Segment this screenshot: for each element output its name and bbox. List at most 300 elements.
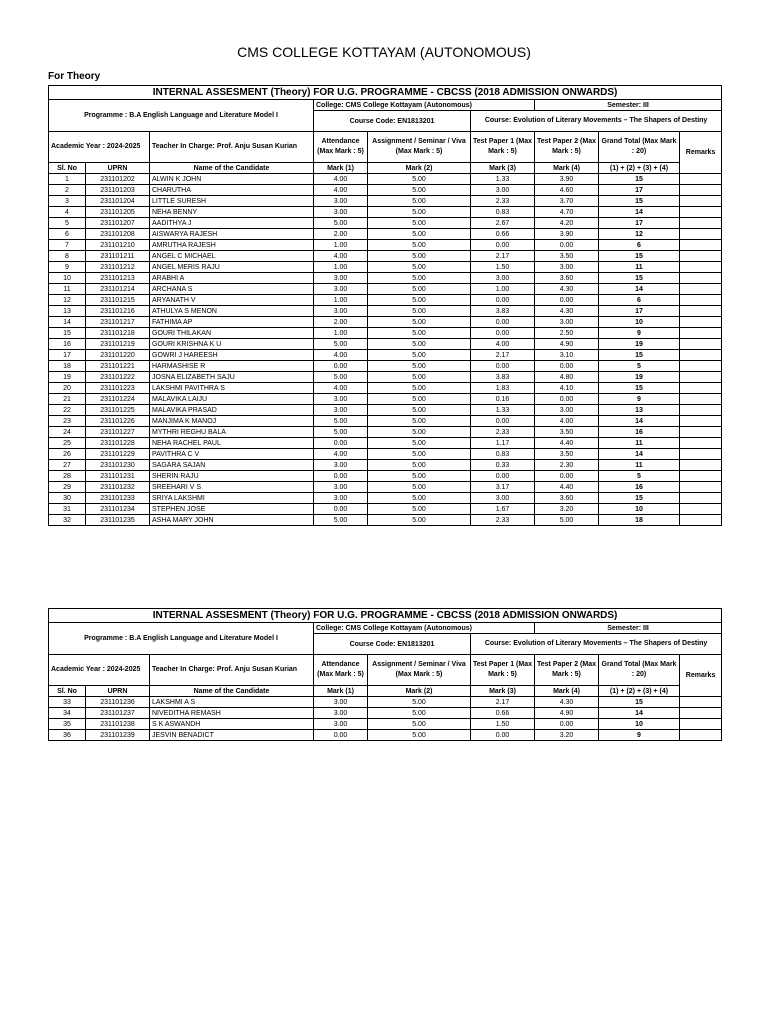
sl-no-cell: 34 — [49, 708, 86, 719]
attendance-mark-cell: 5.00 — [314, 218, 368, 229]
sl-no-cell: 18 — [49, 361, 86, 372]
uprn-cell: 231101236 — [86, 697, 150, 708]
test-paper-2-cell: 3.00 — [535, 317, 599, 328]
uprn-cell: 231101215 — [86, 295, 150, 306]
col-total-formula: (1) + (2) + (3) + (4) — [599, 163, 680, 174]
remarks-cell — [680, 350, 722, 361]
programme-label: Programme : B.A English Language and Literature Model I — [49, 623, 314, 655]
test-paper-2-header: Test Paper 2 (Max Mark : 5) — [535, 132, 599, 163]
table-row — [49, 515, 722, 526]
grand-total-cell: 18 — [599, 515, 680, 526]
remarks-cell — [680, 427, 722, 438]
grand-total-cell: 10 — [599, 317, 680, 328]
candidate-name-cell: NEHA RACHEL PAUL — [150, 438, 314, 449]
uprn-cell: 231101202 — [86, 174, 150, 185]
test-paper-2-cell: 0.00 — [535, 240, 599, 251]
candidate-name-cell: ARCHANA S — [150, 284, 314, 295]
table-row — [49, 339, 722, 350]
attendance-mark-cell: 5.00 — [314, 515, 368, 526]
test-paper-2-cell: 3.90 — [535, 229, 599, 240]
grand-total-cell: 14 — [599, 416, 680, 427]
sl-no-cell: 17 — [49, 350, 86, 361]
course-code-label: Course Code: EN1813201 — [314, 634, 471, 655]
grand-total-cell: 15 — [599, 697, 680, 708]
remarks-cell — [680, 306, 722, 317]
test-paper-1-cell: 0.00 — [471, 317, 535, 328]
sl-no-cell: 11 — [49, 284, 86, 295]
attendance-mark-cell: 0.00 — [314, 504, 368, 515]
table-row — [49, 730, 722, 741]
table-row — [49, 383, 722, 394]
uprn-cell: 231101204 — [86, 196, 150, 207]
table-row — [49, 504, 722, 515]
attendance-mark-cell: 0.00 — [314, 471, 368, 482]
attendance-mark-cell: 3.00 — [314, 460, 368, 471]
grand-total-cell: 10 — [599, 719, 680, 730]
assignment-mark-cell: 5.00 — [368, 317, 471, 328]
college-label: College: CMS College Kottayam (Autonomous) — [314, 100, 535, 111]
candidate-name-cell: ANGEL MERIS RAJU — [150, 262, 314, 273]
uprn-cell: 231101210 — [86, 240, 150, 251]
assignment-mark-cell: 5.00 — [368, 504, 471, 515]
assignment-mark-cell: 5.00 — [368, 730, 471, 741]
test-paper-1-cell: 3.00 — [471, 273, 535, 284]
col-mark-4: Mark (4) — [535, 163, 599, 174]
uprn-cell: 231101224 — [86, 394, 150, 405]
candidate-name-cell: ALWIN K JOHN — [150, 174, 314, 185]
attendance-mark-cell: 3.00 — [314, 697, 368, 708]
candidate-name-cell: SRIYA LAKSHMI — [150, 493, 314, 504]
attendance-mark-cell: 4.00 — [314, 350, 368, 361]
attendance-mark-cell: 1.00 — [314, 295, 368, 306]
test-paper-1-cell: 0.83 — [471, 207, 535, 218]
sl-no-cell: 23 — [49, 416, 86, 427]
test-paper-2-cell: 2.50 — [535, 328, 599, 339]
test-paper-2-cell: 4.90 — [535, 708, 599, 719]
table-row — [49, 719, 722, 730]
test-paper-1-cell: 3.17 — [471, 482, 535, 493]
grand-total-header: Grand Total (Max Mark : 20) — [599, 655, 680, 686]
test-paper-2-cell: 3.60 — [535, 273, 599, 284]
semester-label: Semester: III — [535, 100, 722, 111]
grand-total-header: Grand Total (Max Mark : 20) — [599, 132, 680, 163]
uprn-cell: 231101227 — [86, 427, 150, 438]
table-row — [49, 262, 722, 273]
candidate-name-cell: LAKSHMI A S — [150, 697, 314, 708]
test-paper-2-cell: 4.90 — [535, 339, 599, 350]
grand-total-cell: 6 — [599, 295, 680, 306]
assignment-mark-cell: 5.00 — [368, 196, 471, 207]
sl-no-cell: 28 — [49, 471, 86, 482]
remarks-cell — [680, 394, 722, 405]
remarks-cell — [680, 697, 722, 708]
test-paper-2-cell: 4.40 — [535, 482, 599, 493]
uprn-cell: 231101234 — [86, 504, 150, 515]
remarks-cell — [680, 240, 722, 251]
grand-total-cell: 11 — [599, 438, 680, 449]
test-paper-2-header: Test Paper 2 (Max Mark : 5) — [535, 655, 599, 686]
test-paper-2-cell: 3.50 — [535, 427, 599, 438]
uprn-cell: 231101237 — [86, 708, 150, 719]
programme-label: Programme : B.A English Language and Literature Model I — [49, 100, 314, 132]
sl-no-cell: 25 — [49, 438, 86, 449]
assignment-mark-cell: 5.00 — [368, 460, 471, 471]
candidate-name-cell: MANJIMA K MANOJ — [150, 416, 314, 427]
sl-no-cell: 33 — [49, 697, 86, 708]
course-code-label: Course Code: EN1813201 — [314, 111, 471, 132]
test-paper-2-cell: 3.20 — [535, 730, 599, 741]
test-paper-1-cell: 0.00 — [471, 416, 535, 427]
table-row — [49, 493, 722, 504]
uprn-cell: 231101221 — [86, 361, 150, 372]
assignment-mark-cell: 5.00 — [368, 449, 471, 460]
attendance-mark-cell: 2.00 — [314, 229, 368, 240]
candidate-name-cell: AADITHYA J — [150, 218, 314, 229]
attendance-mark-cell: 3.00 — [314, 273, 368, 284]
uprn-cell: 231101216 — [86, 306, 150, 317]
col-mark-4: Mark (4) — [535, 686, 599, 697]
test-paper-1-cell: 0.33 — [471, 460, 535, 471]
uprn-cell: 231101235 — [86, 515, 150, 526]
candidate-name-cell: MALAVIKA PRASAD — [150, 405, 314, 416]
table-row — [49, 372, 722, 383]
uprn-cell: 231101233 — [86, 493, 150, 504]
attendance-mark-cell: 3.00 — [314, 708, 368, 719]
assignment-mark-cell: 5.00 — [368, 394, 471, 405]
test-paper-2-cell: 4.80 — [535, 372, 599, 383]
attendance-mark-cell: 4.00 — [314, 185, 368, 196]
grand-total-cell: 5 — [599, 361, 680, 372]
attendance-mark-cell: 0.00 — [314, 730, 368, 741]
remarks-cell — [680, 708, 722, 719]
sl-no-cell: 30 — [49, 493, 86, 504]
remarks-cell — [680, 361, 722, 372]
test-paper-2-cell: 3.50 — [535, 449, 599, 460]
sl-no-cell: 13 — [49, 306, 86, 317]
sl-no-cell: 7 — [49, 240, 86, 251]
table-row — [49, 449, 722, 460]
test-paper-1-cell: 0.83 — [471, 449, 535, 460]
table-row — [49, 284, 722, 295]
uprn-cell: 231101208 — [86, 229, 150, 240]
uprn-cell: 231101220 — [86, 350, 150, 361]
sl-no-cell: 19 — [49, 372, 86, 383]
candidate-name-cell: NIVEDITHA REMASH — [150, 708, 314, 719]
candidate-name-cell: ARYANATH V — [150, 295, 314, 306]
assignment-mark-cell: 5.00 — [368, 372, 471, 383]
remarks-cell — [680, 405, 722, 416]
sl-no-cell: 15 — [49, 328, 86, 339]
remarks-cell — [680, 328, 722, 339]
grand-total-cell: 9 — [599, 730, 680, 741]
table-row — [49, 306, 722, 317]
test-paper-2-cell: 3.70 — [535, 196, 599, 207]
table-row — [49, 328, 722, 339]
table-row — [49, 317, 722, 328]
table-row — [49, 708, 722, 719]
uprn-cell: 231101213 — [86, 273, 150, 284]
assignment-mark-cell: 5.00 — [368, 515, 471, 526]
sl-no-cell: 16 — [49, 339, 86, 350]
test-paper-1-cell: 0.00 — [471, 471, 535, 482]
test-paper-2-cell: 4.20 — [535, 218, 599, 229]
remarks-cell — [680, 262, 722, 273]
test-paper-2-cell: 4.60 — [535, 185, 599, 196]
attendance-mark-cell: 4.00 — [314, 383, 368, 394]
sl-no-cell: 4 — [49, 207, 86, 218]
assignment-mark-cell: 5.00 — [368, 273, 471, 284]
test-paper-2-cell: 0.00 — [535, 719, 599, 730]
test-paper-2-cell: 4.30 — [535, 697, 599, 708]
uprn-cell: 231101232 — [86, 482, 150, 493]
attendance-mark-cell: 3.00 — [314, 493, 368, 504]
uprn-cell: 231101219 — [86, 339, 150, 350]
attendance-mark-cell: 0.00 — [314, 361, 368, 372]
table-row — [49, 174, 722, 185]
candidate-name-cell: HARMASHISE R — [150, 361, 314, 372]
test-paper-2-cell: 4.00 — [535, 416, 599, 427]
test-paper-1-cell: 0.00 — [471, 730, 535, 741]
uprn-cell: 231101225 — [86, 405, 150, 416]
attendance-mark-cell: 3.00 — [314, 306, 368, 317]
table-row — [49, 185, 722, 196]
test-paper-1-cell: 3.00 — [471, 185, 535, 196]
sl-no-cell: 8 — [49, 251, 86, 262]
grand-total-cell: 19 — [599, 372, 680, 383]
candidate-name-cell: MALAVIKA LAIJU — [150, 394, 314, 405]
test-paper-2-cell: 3.00 — [535, 405, 599, 416]
uprn-cell: 231101239 — [86, 730, 150, 741]
attendance-mark-cell: 4.00 — [314, 449, 368, 460]
remarks-cell — [680, 185, 722, 196]
candidate-name-cell: ARABHI A — [150, 273, 314, 284]
col-uprn: UPRN — [86, 163, 150, 174]
assignment-mark-cell: 5.00 — [368, 262, 471, 273]
col-name: Name of the Candidate — [150, 686, 314, 697]
test-paper-1-cell: 1.83 — [471, 383, 535, 394]
grand-total-cell: 15 — [599, 196, 680, 207]
test-paper-2-cell: 3.50 — [535, 251, 599, 262]
attendance-mark-cell: 3.00 — [314, 482, 368, 493]
col-sl-no: Sl. No — [49, 686, 86, 697]
attendance-mark-cell: 3.00 — [314, 394, 368, 405]
test-paper-2-cell: 5.00 — [535, 515, 599, 526]
grand-total-cell: 17 — [599, 218, 680, 229]
attendance-mark-cell: 5.00 — [314, 427, 368, 438]
sl-no-cell: 27 — [49, 460, 86, 471]
assignment-mark-cell: 5.00 — [368, 218, 471, 229]
attendance-mark-cell: 4.00 — [314, 174, 368, 185]
candidate-name-cell: CHARUTHA — [150, 185, 314, 196]
test-paper-1-cell: 1.00 — [471, 284, 535, 295]
sl-no-cell: 12 — [49, 295, 86, 306]
test-paper-1-header: Test Paper 1 (Max Mark : 5) — [471, 655, 535, 686]
test-paper-2-cell: 0.00 — [535, 361, 599, 372]
table-row — [49, 361, 722, 372]
table-row — [49, 438, 722, 449]
attendance-mark-cell: 5.00 — [314, 416, 368, 427]
candidate-name-cell: S K ASWANDH — [150, 719, 314, 730]
grand-total-cell: 14 — [599, 284, 680, 295]
assignment-header: Assignment / Seminar / Viva (Max Mark : 5) — [368, 655, 471, 686]
assessment-title: INTERNAL ASSESMENT (Theory) FOR U.G. PROGRAMME - CBCSS (2018 ADMISSION ONWARDS) — [49, 86, 722, 100]
sl-no-cell: 22 — [49, 405, 86, 416]
remarks-cell — [680, 218, 722, 229]
test-paper-1-cell: 3.83 — [471, 372, 535, 383]
assignment-mark-cell: 5.00 — [368, 185, 471, 196]
grand-total-cell: 13 — [599, 405, 680, 416]
uprn-cell: 231101214 — [86, 284, 150, 295]
remarks-cell — [680, 251, 722, 262]
test-paper-2-cell: 3.10 — [535, 350, 599, 361]
grand-total-cell: 15 — [599, 273, 680, 284]
remarks-cell — [680, 719, 722, 730]
test-paper-1-cell: 1.50 — [471, 719, 535, 730]
attendance-mark-cell: 0.00 — [314, 438, 368, 449]
grand-total-cell: 14 — [599, 207, 680, 218]
table-row — [49, 482, 722, 493]
grand-total-cell: 15 — [599, 174, 680, 185]
sl-no-cell: 29 — [49, 482, 86, 493]
course-label: Course: Evolution of Literary Movements – The Shapers of Destiny — [471, 111, 722, 132]
test-paper-1-cell: 3.00 — [471, 493, 535, 504]
remarks-cell — [680, 284, 722, 295]
uprn-cell: 231101217 — [86, 317, 150, 328]
remarks-cell — [680, 460, 722, 471]
uprn-cell: 231101226 — [86, 416, 150, 427]
remarks-cell — [680, 383, 722, 394]
table-row — [49, 350, 722, 361]
remarks-header: Remarks — [680, 655, 722, 697]
grand-total-cell: 12 — [599, 229, 680, 240]
attendance-mark-cell: 2.00 — [314, 317, 368, 328]
candidate-name-cell: STEPHEN JOSE — [150, 504, 314, 515]
grand-total-cell: 15 — [599, 350, 680, 361]
remarks-cell — [680, 229, 722, 240]
sl-no-cell: 5 — [49, 218, 86, 229]
candidate-name-cell: PAVITHRA C V — [150, 449, 314, 460]
uprn-cell: 231101218 — [86, 328, 150, 339]
sl-no-cell: 24 — [49, 427, 86, 438]
candidate-name-cell: JESVIN BENADICT — [150, 730, 314, 741]
attendance-mark-cell: 3.00 — [314, 196, 368, 207]
table-row — [49, 295, 722, 306]
uprn-cell: 231101203 — [86, 185, 150, 196]
test-paper-1-cell: 1.17 — [471, 438, 535, 449]
course-label: Course: Evolution of Literary Movements – The Shapers of Destiny — [471, 634, 722, 655]
test-paper-1-cell: 1.33 — [471, 174, 535, 185]
candidate-name-cell: SAGARA SAJAN — [150, 460, 314, 471]
attendance-mark-cell: 3.00 — [314, 405, 368, 416]
table-row — [49, 405, 722, 416]
assignment-mark-cell: 5.00 — [368, 416, 471, 427]
section-label: For Theory — [48, 71, 101, 82]
col-mark-2: Mark (2) — [368, 163, 471, 174]
assignment-mark-cell: 5.00 — [368, 383, 471, 394]
assignment-mark-cell: 5.00 — [368, 251, 471, 262]
sl-no-cell: 26 — [49, 449, 86, 460]
test-paper-1-cell: 0.00 — [471, 361, 535, 372]
remarks-cell — [680, 372, 722, 383]
table-row — [49, 251, 722, 262]
test-paper-1-cell: 1.50 — [471, 262, 535, 273]
sl-no-cell: 9 — [49, 262, 86, 273]
attendance-mark-cell: 5.00 — [314, 372, 368, 383]
sl-no-cell: 35 — [49, 719, 86, 730]
attendance-mark-cell: 3.00 — [314, 719, 368, 730]
remarks-cell — [680, 174, 722, 185]
page-title: CMS COLLEGE KOTTAYAM (AUTONOMOUS) — [237, 44, 531, 60]
col-total-formula: (1) + (2) + (3) + (4) — [599, 686, 680, 697]
test-paper-2-cell: 2.30 — [535, 460, 599, 471]
candidate-name-cell: GOWRI J HAREESH — [150, 350, 314, 361]
assignment-mark-cell: 5.00 — [368, 708, 471, 719]
sl-no-cell: 32 — [49, 515, 86, 526]
col-mark-1: Mark (1) — [314, 163, 368, 174]
table-row — [49, 471, 722, 482]
test-paper-1-cell: 0.16 — [471, 394, 535, 405]
test-paper-1-cell: 0.00 — [471, 295, 535, 306]
test-paper-1-cell: 2.17 — [471, 350, 535, 361]
sl-no-cell: 14 — [49, 317, 86, 328]
remarks-cell — [680, 339, 722, 350]
candidate-name-cell: ATHULYA S MENON — [150, 306, 314, 317]
attendance-mark-cell: 1.00 — [314, 328, 368, 339]
attendance-mark-cell: 4.00 — [314, 251, 368, 262]
test-paper-1-cell: 0.66 — [471, 708, 535, 719]
assignment-mark-cell: 5.00 — [368, 339, 471, 350]
attendance-mark-cell: 5.00 — [314, 339, 368, 350]
col-mark-1: Mark (1) — [314, 686, 368, 697]
assignment-mark-cell: 5.00 — [368, 229, 471, 240]
uprn-cell: 231101230 — [86, 460, 150, 471]
sl-no-cell: 36 — [49, 730, 86, 741]
attendance-header: Attendance (Max Mark : 5) — [314, 132, 368, 163]
test-paper-2-cell: 3.90 — [535, 174, 599, 185]
attendance-mark-cell: 3.00 — [314, 207, 368, 218]
grand-total-cell: 5 — [599, 471, 680, 482]
table-row — [49, 218, 722, 229]
assignment-mark-cell: 5.00 — [368, 174, 471, 185]
remarks-cell — [680, 471, 722, 482]
test-paper-1-cell: 1.33 — [471, 405, 535, 416]
assignment-mark-cell: 5.00 — [368, 438, 471, 449]
candidate-name-cell: GOURI KRISHNA K U — [150, 339, 314, 350]
sl-no-cell: 20 — [49, 383, 86, 394]
grand-total-cell: 14 — [599, 449, 680, 460]
test-paper-1-cell: 2.33 — [471, 196, 535, 207]
remarks-cell — [680, 273, 722, 284]
sl-no-cell: 21 — [49, 394, 86, 405]
test-paper-1-cell: 2.17 — [471, 251, 535, 262]
test-paper-2-cell: 0.00 — [535, 471, 599, 482]
candidate-name-cell: AISWARYA RAJESH — [150, 229, 314, 240]
test-paper-2-cell: 0.00 — [535, 295, 599, 306]
grand-total-cell: 15 — [599, 251, 680, 262]
uprn-cell: 231101231 — [86, 471, 150, 482]
assignment-mark-cell: 5.00 — [368, 328, 471, 339]
candidate-name-cell: ASHA MARY JOHN — [150, 515, 314, 526]
test-paper-2-cell: 4.40 — [535, 438, 599, 449]
test-paper-1-cell: 2.33 — [471, 427, 535, 438]
assignment-mark-cell: 5.00 — [368, 295, 471, 306]
table-row — [49, 196, 722, 207]
teacher-label: Teacher In Charge: Prof. Anju Susan Kurian — [150, 132, 314, 163]
assignment-mark-cell: 5.00 — [368, 719, 471, 730]
candidate-name-cell: ANGEL C MICHAEL — [150, 251, 314, 262]
grand-total-cell: 19 — [599, 339, 680, 350]
test-paper-2-cell: 3.00 — [535, 262, 599, 273]
